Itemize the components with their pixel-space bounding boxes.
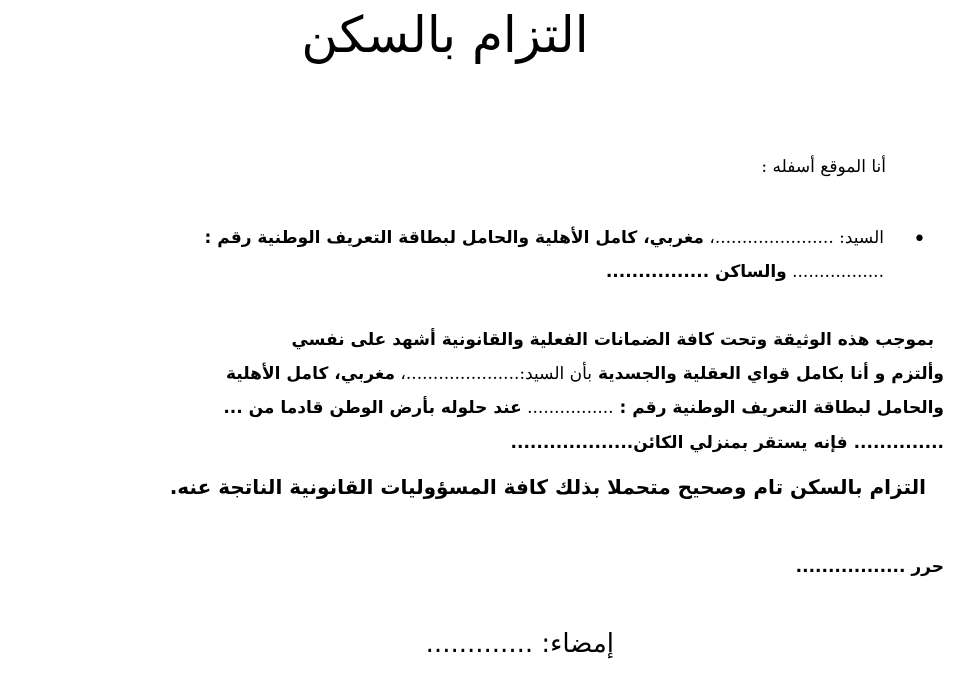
paragraph-line-3 [223, 395, 944, 421]
resident-label: والساكن [709, 262, 787, 282]
name-blank: ......................، [703, 228, 840, 248]
paragraph-line-5: التزام بالسكن تام وصحيح متحملا بذلك كافة المسؤوليات القانونية الناتجة عنه. [169, 475, 926, 499]
id-number-blank: ................. [786, 262, 884, 282]
bullet-line-1 [205, 225, 884, 251]
signature-blank: ............. [425, 629, 542, 659]
arrival-text: عند حلوله بأرض الوطن قادما من ... [223, 398, 522, 418]
bullet-icon: • [913, 227, 926, 252]
commitment-text: وألتزم و أنا بكامل قواي العقلية والجسدية [592, 364, 944, 384]
paragraph-line-2 [226, 361, 944, 387]
address-blank: ................ [605, 262, 710, 282]
guest-id-blank: ................ [521, 398, 614, 418]
intro-text: أنا الموقع أسفله : [761, 157, 886, 177]
signature-label: إمضاء: [541, 629, 614, 659]
signature-line [344, 624, 614, 664]
mr-label: السيد: [839, 228, 884, 248]
written-at-line [796, 554, 944, 580]
guest-id-label: والحامل لبطاقة التعريف الوطنية رقم : [613, 398, 944, 418]
bullet-line-2 [606, 259, 884, 285]
document-title: التزام بالسكن [301, 6, 589, 64]
guest-name-blank: بأن السيد:.....................، [395, 364, 593, 384]
written-at-blank: ................. [795, 557, 912, 577]
written-at-label: حرر [911, 557, 944, 577]
guest-nationality-text: مغربي، كامل الأهلية [225, 364, 395, 384]
paragraph-line-1: بموجب هذه الوثيقة وتحت كافة الضمانات الفعلية والقانونية أشهد على نفسي [291, 330, 934, 350]
paragraph-line-4: .............. فإنه يستقر بمنزلي الكائن................... [510, 433, 944, 453]
nationality-id-text: مغربي، كامل الأهلية والحامل لبطاقة التعريف الوطنية رقم : [204, 228, 704, 248]
